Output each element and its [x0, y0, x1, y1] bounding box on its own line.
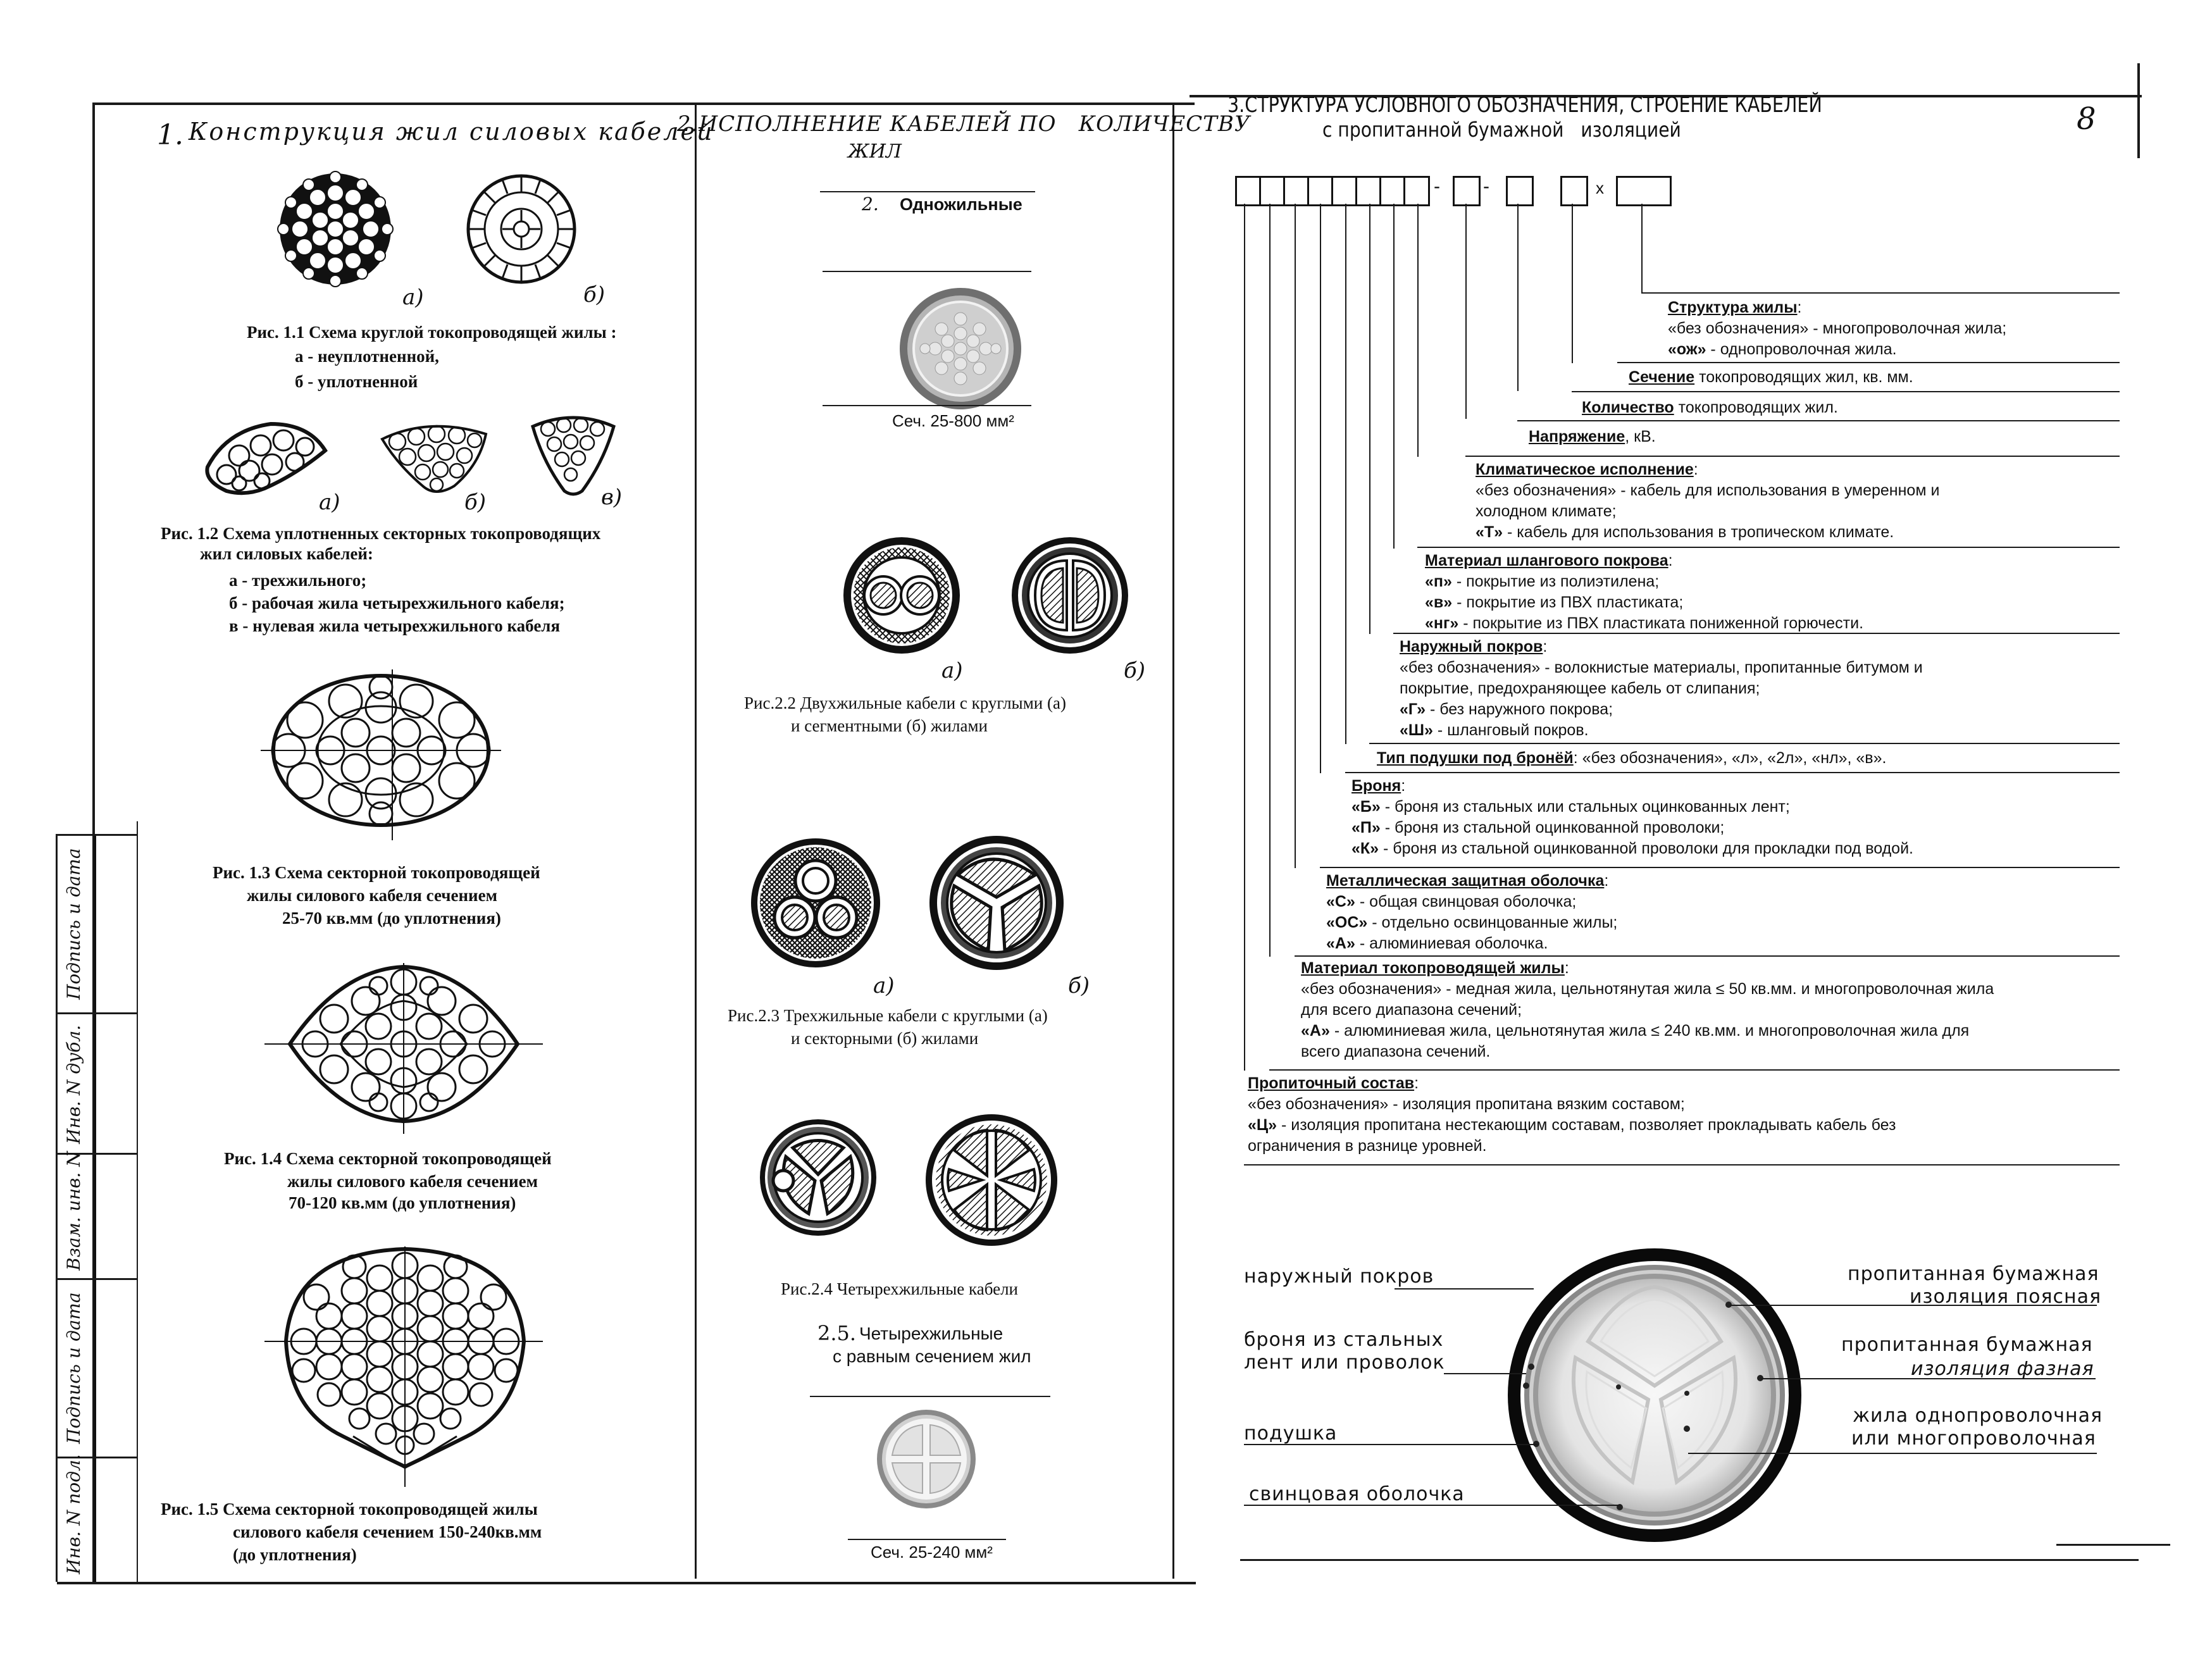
- leader-line: [1393, 204, 1395, 549]
- block-rule: [1517, 420, 2120, 421]
- block-pad-type: [1377, 748, 1886, 769]
- block-rule: [1269, 1069, 2120, 1071]
- block-hose-material-heading: Материал шлангового покрова: [1425, 552, 1668, 569]
- designation-box-voltage: [1453, 176, 1481, 206]
- block-hose-line3: - покрытие из ПВХ пластиката пониженной горючести.: [1458, 614, 1864, 632]
- block-rule: [1369, 743, 2120, 744]
- code-p: «п»: [1425, 573, 1452, 590]
- sub-2-1-title: Одножильные: [900, 195, 1022, 214]
- block-pad-text: : «без обозначения», «л», «2л», «нл», «в».: [1573, 749, 1887, 767]
- block-impregnation: Пропиточный состав: «без обозначения» - изоляция пропитана вязким составом; «Ц» - изоляция пропитана нестекающим составам, позволяет прокладывать кабель без ограничения в разнице уровней.: [1248, 1073, 1896, 1157]
- fig-2-2-caption-line2: и сегментными (б) жилами: [791, 716, 988, 735]
- block-rule: [1465, 456, 2120, 457]
- block-section-heading: Сечение: [1629, 368, 1695, 386]
- block-core-material-heading: Материал токопроводящей жилы: [1301, 959, 1565, 977]
- fig-1-3-caption-line2: жилы силового кабеля сечением: [247, 886, 497, 905]
- block-outer-line2: покрытие, предохраняющее кабель от слипания;: [1400, 680, 1760, 697]
- block-section: [1629, 367, 1913, 388]
- block-hose-material: Материал шлангового покрова: «п» - покрытие из полиэтилена; «в» - покрытие из ПВХ пластиката; «нг» - покрытие из ПВХ пластиката пониженной горючести.: [1425, 552, 1864, 632]
- two-core-round-cable-figure: [842, 535, 962, 656]
- figure-rule: [823, 405, 1031, 406]
- code-oj: «ож»: [1668, 340, 1706, 358]
- block-rule: [1641, 292, 2120, 294]
- block-voltage: [1529, 426, 1656, 447]
- section-2-cross-section: Сеч. 25-240 мм²: [871, 1543, 993, 1562]
- block-outer-line1: «без обозначения» - волокнистые материалы, пропитанные битумом и: [1400, 659, 1923, 676]
- leader-line: [1320, 204, 1321, 773]
- designation-dash-2: -: [1483, 176, 1489, 197]
- block-metal-line2: - отдельно освинцованные жилы;: [1367, 914, 1618, 931]
- block-rule: [1572, 391, 2120, 392]
- code-ts: «Ц»: [1248, 1116, 1277, 1134]
- block-hose-line2: - покрытие из ПВХ пластиката;: [1452, 594, 1684, 611]
- block-climate-line2: холодном климате;: [1476, 502, 1617, 520]
- stamp-divider: [56, 834, 138, 836]
- stamp-table: [56, 834, 96, 1582]
- fig-1-4-caption: Рис. 1.4 Схема секторной токопроводящей: [224, 1149, 552, 1168]
- stamp-field-signature-date: Подпись и дата: [63, 848, 84, 1000]
- four-core-equal-section-cable-figure: [876, 1408, 977, 1510]
- section-2-title: 2.ИСПОЛНЕНИЕ КАБЕЛЕЙ ПО КОЛИЧЕСТВУ: [677, 111, 1251, 137]
- block-hose-line1: - покрытие из полиэтилена;: [1451, 573, 1660, 590]
- fig-1-1-label-a: а): [402, 285, 424, 310]
- block-climate-heading: Климатическое исполнение: [1476, 461, 1694, 478]
- fig-1-3-caption-line3: 25-70 кв.мм (до уплотнения): [282, 909, 501, 928]
- block-metal-line3: - алюминиевая оболочка.: [1355, 935, 1548, 952]
- fig-2-3-label-b: б): [1068, 973, 1090, 998]
- sub-2-5-title-line2: с равным сечением жил: [833, 1346, 1031, 1366]
- four-core-cable-figure-b: [924, 1112, 1059, 1248]
- single-core-cable-figure: [897, 287, 1024, 410]
- leader-line: [1295, 204, 1296, 868]
- block-rule: [1417, 547, 2120, 548]
- block-core-material: Материал токопроводящей жилы: «без обозначения» - медная жила, цельнотянутая жила ≤ 50 кв.мм. и многопроволочная жила для всего диапазона сечений; «А» - алюминиевая жила, цельнотянутая жила ≤ 240 кв.мм. и многопроволочная жила для всего диапазона сечений.: [1301, 958, 1994, 1062]
- code-ng: «нг»: [1425, 614, 1459, 632]
- stamp-divider: [56, 1012, 138, 1014]
- block-count-text: токопроводящих жил.: [1674, 399, 1838, 416]
- block-climate: Климатическое исполнение: «без обозначения» - кабель для использования в умеренном и холодном климате; «Т» - кабель для использования в тропическом климате.: [1476, 461, 1940, 541]
- cable-label-core-line2: или многопроволочная: [1851, 1427, 2096, 1450]
- stamp-field-original-inv: Инв. N подл.: [63, 1454, 84, 1574]
- fig-2-4-caption: Рис.2.4 Четырехжильные кабели: [781, 1279, 1018, 1298]
- designation-box-count: [1506, 176, 1534, 206]
- code-os: «ОС»: [1326, 914, 1368, 931]
- block-impregnation-line3: ограничения в разнице уровней.: [1248, 1137, 1487, 1155]
- stamp-left-line: [56, 834, 58, 1582]
- leader-line: [1417, 204, 1419, 457]
- frame-bottom-line: [57, 1582, 1196, 1584]
- stamp-divider: [56, 1278, 138, 1280]
- code-s: «С»: [1326, 893, 1355, 910]
- block-outer-line4: - шланговый покров.: [1432, 721, 1589, 739]
- column-divider-2: [1172, 104, 1174, 1579]
- figure-rule: [823, 271, 1031, 272]
- block-core-structure-line1: «без обозначения» - многопроволочная жила;: [1668, 320, 2007, 337]
- stamp-field-dup-inv: Инв. N дубл.: [63, 1024, 84, 1144]
- fig-1-2-caption-c: в - нулевая жила четырехжильного кабеля: [229, 616, 561, 635]
- code-a-sheath: «А»: [1326, 935, 1355, 952]
- column-divider-1: [695, 104, 697, 1579]
- fig-1-5-caption: Рис. 1.5 Схема секторной токопроводящей жилы: [161, 1500, 538, 1519]
- fig-1-5-caption-line3: (до уплотнения): [233, 1545, 357, 1564]
- block-armor-line1: - броня из стальных или стальных оцинкованных лент;: [1380, 798, 1790, 816]
- designation-times: x: [1596, 178, 1604, 197]
- two-core-segment-cable-figure: [1010, 535, 1130, 656]
- block-core-material-line3: - алюминиевая жила, цельнотянутая жила ≤ 240 кв.мм. и многопроволочная жила для: [1329, 1022, 1970, 1040]
- leader-line: [1572, 204, 1573, 363]
- round-conductor-sealed-figure: [467, 175, 576, 283]
- stamp-field-replace-inv: Взам. инв. N: [63, 1151, 84, 1271]
- sub-2-1-number: 2.: [862, 194, 879, 214]
- fig-2-3-caption-line2: и секторными (б) жилами: [791, 1029, 979, 1048]
- block-impregnation-heading: Пропиточный состав: [1248, 1074, 1415, 1092]
- fig-2-2-label-b: б): [1124, 658, 1146, 683]
- block-core-structure: Структура жилы: «без обозначения» - многопроволочная жила; «ож» - однопроволочная жила.: [1668, 299, 2007, 358]
- section-1-number: 1.: [157, 119, 183, 151]
- cable-label-phase-insulation-line2: изоляция фазная: [1911, 1358, 2094, 1380]
- block-metal-sheath-heading: Металлическая защитная оболочка: [1326, 872, 1605, 890]
- sub-2-5-title: Четырехжильные: [859, 1324, 1003, 1343]
- cable-label-lead-sheath: свинцовая оболочка: [1249, 1483, 1465, 1505]
- sector-conductor-150-240-figure: [264, 1246, 543, 1487]
- fig-1-2-caption: Рис. 1.2 Схема уплотненных секторных токопроводящих: [161, 524, 601, 543]
- fig-1-3-caption: Рис. 1.3 Схема секторной токопроводящей: [213, 863, 540, 882]
- fig-1-2-label-a: а): [319, 490, 340, 515]
- block-rule: [1345, 772, 2120, 773]
- cable-label-belt-insulation-line2: изоляция поясная: [1910, 1286, 2102, 1308]
- fig-1-2-caption-b: б - рабочая жила четырехжильного кабеля;: [229, 594, 565, 612]
- section-3-title-line2: с пропитанной бумажной изоляцией: [1322, 118, 1681, 142]
- frame-right-line: [2137, 63, 2140, 158]
- label-leader: [1444, 1373, 1526, 1374]
- three-core-sector-cable-figure: [928, 834, 1066, 972]
- block-count: [1582, 397, 1838, 418]
- fig-1-4-caption-line2: жилы силового кабеля сечением: [287, 1172, 538, 1191]
- code-a-core: «А»: [1301, 1022, 1330, 1040]
- leader-line: [1244, 204, 1245, 1071]
- section-1-cross-section: Сеч. 25-800 мм²: [892, 411, 1014, 430]
- block-outer-cover-heading: Наружный покров: [1400, 638, 1543, 656]
- cable-label-pad: подушка: [1244, 1422, 1338, 1445]
- sector-conductor-70-120-figure: [264, 963, 543, 1134]
- round-conductor-unsealed-figure: [278, 172, 392, 286]
- block-count-heading: Количество: [1582, 399, 1674, 416]
- block-section-text: токопроводящих жил, кв. мм.: [1694, 368, 1913, 386]
- leader-line: [1269, 204, 1271, 957]
- section-2-title-line2: ЖИЛ: [848, 140, 902, 163]
- fig-1-2-label-c: в): [601, 485, 623, 510]
- designation-box-climate: [1403, 176, 1430, 206]
- block-impregnation-line1: «без обозначения» - изоляция пропитана вязким составом;: [1248, 1095, 1685, 1113]
- block-pad-heading: Тип подушки под бронёй: [1377, 749, 1574, 767]
- stamp-field-signature-date-2: Подпись и дата: [63, 1292, 84, 1444]
- sector-conductor-four-core-working-figure: [378, 420, 490, 497]
- block-rule: [1320, 867, 2120, 868]
- block-metal-line1: - общая свинцовая оболочка;: [1355, 893, 1577, 910]
- block-rule: [1295, 955, 2120, 957]
- fig-1-1-caption: Рис. 1.1 Схема круглой токопроводящей жилы :: [247, 323, 617, 342]
- block-armor-heading: Броня: [1351, 777, 1401, 795]
- fig-2-2-label-a: а): [941, 658, 963, 683]
- leader-line: [1465, 204, 1467, 419]
- fig-1-1-caption-b: б - уплотненной: [295, 372, 418, 391]
- code-k: «К»: [1351, 840, 1379, 857]
- block-core-material-line4: всего диапазона сечений.: [1301, 1043, 1491, 1060]
- designation-dash-1: -: [1434, 176, 1440, 197]
- block-core-structure-heading: Структура жилы: [1668, 299, 1798, 316]
- sub-2-1-rule: [820, 191, 1035, 192]
- block-impregnation-line2: - изоляция пропитана нестекающим составам, позволяет прокладывать кабель без: [1277, 1116, 1896, 1134]
- sector-conductor-three-core-figure: [201, 418, 328, 500]
- stamp-inner-line: [137, 821, 138, 1582]
- block-core-structure-line2: - однопроволочная жила.: [1706, 340, 1897, 358]
- frame-bottom-line-right2: [2056, 1544, 2170, 1546]
- fig-1-2-label-b: б): [464, 490, 487, 515]
- block-climate-line3: - кабель для использования в тропическом климате.: [1503, 523, 1894, 541]
- frame-bottom-line-right: [1240, 1559, 2139, 1561]
- label-leader: [1688, 1453, 2097, 1454]
- leader-line: [1345, 204, 1346, 744]
- cable-label-outer-cover: наружный покров: [1244, 1265, 1434, 1288]
- three-core-round-cable-figure: [749, 836, 882, 969]
- leader-line: [1369, 204, 1370, 634]
- frame-top-line: [94, 103, 1195, 105]
- code-g: «Г»: [1400, 700, 1426, 718]
- sub-2-5-number: 2.5.: [817, 1321, 857, 1345]
- block-rule: [1244, 1164, 2120, 1165]
- block-armor-line3: - броня из стальной оцинкованной проволоки для прокладки под водой.: [1379, 840, 1913, 857]
- code-sh: «Ш»: [1400, 721, 1433, 739]
- block-armor: Броня: «Б» - броня из стальных или стальных оцинкованных лент; «П» - броня из стальной оцинкованной проволоки; «К» - броня из стальной оцинкованной проволоки для прокладки под водой.: [1351, 777, 1913, 857]
- block-voltage-heading: Напряжение: [1529, 428, 1625, 445]
- cable-label-armor: броня из стальных: [1244, 1329, 1444, 1351]
- section-1-title: Конструкция жил силовых кабелей: [189, 118, 714, 146]
- block-metal-sheath: Металлическая защитная оболочка: «С» - общая свинцовая оболочка; «ОС» - отдельно освинцованные жилы; «А» - алюминиевая оболочка.: [1326, 872, 1618, 952]
- page-number: 8: [2077, 101, 2096, 137]
- impregnated-paper-cable-figure: [1506, 1246, 1803, 1544]
- fig-2-3-caption: Рис.2.3 Трехжильные кабели с круглыми (а): [728, 1006, 1048, 1025]
- code-t: «Т»: [1476, 523, 1503, 541]
- designation-box-structure: [1616, 176, 1672, 206]
- fig-1-5-caption-line2: силового кабеля сечением 150-240кв.мм: [233, 1522, 542, 1541]
- fig-2-2-caption: Рис.2.2 Двухжильные кабели с круглыми (а): [744, 693, 1066, 712]
- block-rule: [1617, 362, 2120, 363]
- figure-rule: [848, 1539, 1006, 1540]
- fig-1-1-caption-a: а - неуплотненной,: [295, 347, 439, 366]
- fig-1-1-label-b: б): [583, 282, 606, 308]
- block-core-material-line2: для всего диапазона сечений;: [1301, 1001, 1522, 1019]
- fig-1-2-caption-a: а - трехжильного;: [229, 571, 367, 590]
- fig-1-4-caption-line3: 70-120 кв.мм (до уплотнения): [289, 1193, 516, 1212]
- block-climate-line1: «без обозначения» - кабель для использования в умеренном и: [1476, 482, 1940, 499]
- four-core-cable-figure-a: [758, 1117, 878, 1238]
- block-armor-line2: - броня из стальной оцинкованной проволоки;: [1380, 819, 1725, 836]
- fig-1-2-caption-line2: жил силовых кабелей:: [200, 544, 373, 563]
- cable-label-armor-line2: лент или проволок: [1244, 1352, 1445, 1374]
- designation-box-section: [1560, 176, 1588, 206]
- cable-label-phase-insulation: пропитанная бумажная: [1841, 1334, 2093, 1356]
- code-v: «в»: [1425, 594, 1453, 611]
- section-3-title: 3.СТРУКТУРА УСЛОВНОГО ОБОЗНАЧЕНИЯ, СТРОЕНИЕ КАБЕЛЕЙ: [1227, 92, 1822, 118]
- leader-line: [1517, 204, 1519, 391]
- label-leader: [1395, 1288, 1534, 1290]
- figure-rule: [810, 1396, 1050, 1397]
- block-core-material-line1: «без обозначения» - медная жила, цельнотянутая жила ≤ 50 кв.мм. и многопроволочная жила: [1301, 980, 1994, 998]
- block-outer-line3: - без наружного покрова;: [1426, 700, 1613, 718]
- leader-line: [1641, 204, 1643, 294]
- block-voltage-text: , кВ.: [1625, 428, 1656, 445]
- cable-label-belt-insulation: пропитанная бумажная: [1848, 1263, 2099, 1285]
- cable-label-core: жила однопроволочная: [1853, 1405, 2103, 1427]
- sector-conductor-25-70-figure: [261, 669, 501, 840]
- fig-2-3-label-a: а): [873, 973, 895, 998]
- code-p-armor: «П»: [1351, 819, 1381, 836]
- code-b: «Б»: [1351, 798, 1381, 816]
- block-outer-cover: Наружный покров: «без обозначения» - волокнистые материалы, пропитанные битумом и покрытие, предохраняющее кабель от слипания; «Г» - без наружного покрова; «Ш» - шланговый покров.: [1400, 638, 1923, 739]
